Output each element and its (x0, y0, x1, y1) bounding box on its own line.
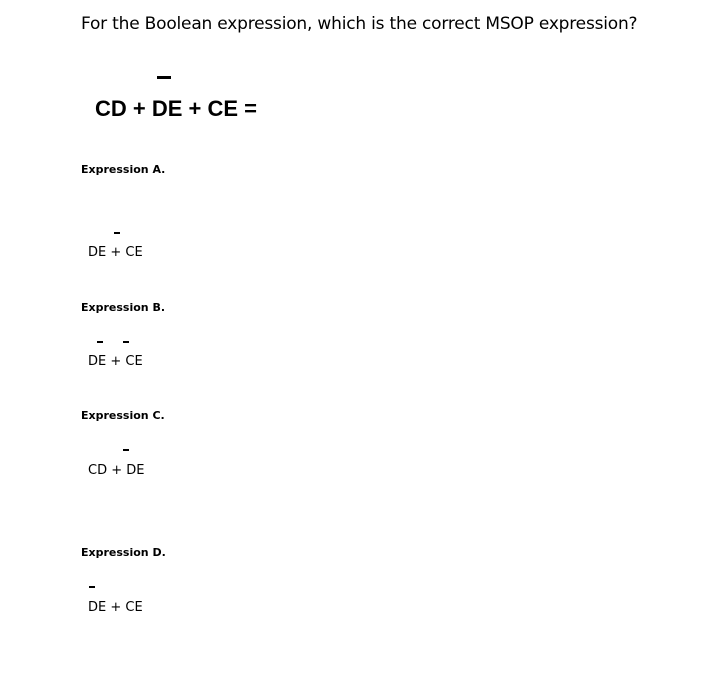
option-d-overbar (89, 586, 95, 588)
option-a-label: Expression A. (81, 163, 166, 176)
option-b-overbar-2 (123, 341, 129, 343)
option-a-expression: DE + CE (88, 245, 143, 260)
option-c-overbar (123, 449, 129, 451)
option-b-label: Expression B. (81, 301, 166, 314)
option-b-expression: DE + CE (88, 354, 143, 369)
main-expression: CD + DE + CE = (95, 96, 258, 121)
option-c-expression: CD + DE (88, 463, 145, 478)
option-d-expression: DE + CE (88, 600, 143, 615)
option-d-label: Expression D. (81, 546, 166, 559)
question-prompt: For the Boolean expression, which is the correct MSOP expression? (81, 14, 638, 34)
option-a-overbar (114, 232, 120, 234)
option-c-label: Expression C. (81, 409, 165, 422)
option-b-overbar-1 (97, 341, 103, 343)
main-expression-overbar (157, 76, 171, 79)
